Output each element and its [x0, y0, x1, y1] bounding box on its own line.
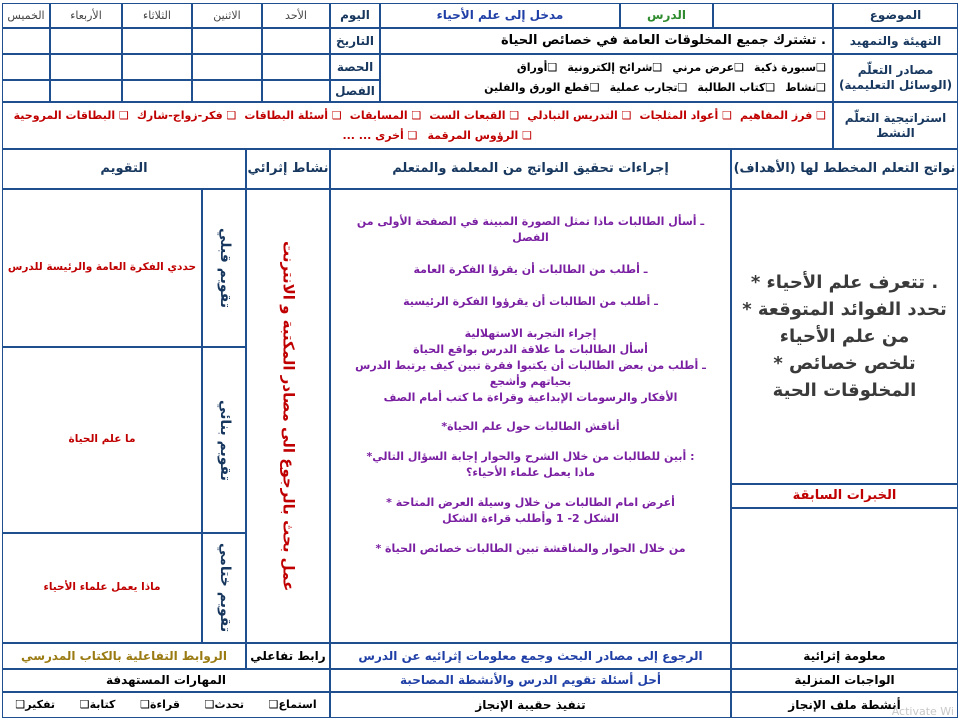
objective-item: * تلخص خصائص المخلوقات الحية	[772, 353, 917, 401]
resource-checkbox[interactable]: ❑عرض مرني	[672, 61, 745, 75]
strategies-list	[2, 102, 833, 149]
resource-checkbox[interactable]: ❑سبورة ذكية	[754, 61, 826, 75]
eval-text-pre: حددي الفكرة العامة والرئيسة للدرس	[2, 189, 202, 347]
prior-knowledge-label: الخبرات السابقة	[731, 484, 958, 508]
period-cell[interactable]	[122, 54, 192, 80]
enrichment-info-text: الرجوع إلى مصادر البحث وجمع معلومات إثرائيه عن الدرس	[330, 643, 731, 669]
resource-checkbox[interactable]: ❑نشاط	[785, 81, 826, 94]
procedure-step: الشكل 2- 1 وأطلب قراءة الشكل	[442, 512, 619, 526]
strategy-checkbox[interactable]: ❑ فكر-زواج-شارك	[136, 108, 237, 122]
procedure-step: * من خلال الحوار والمناقشة تبين الطالبات خصائص الحياة	[375, 542, 686, 556]
date-cell[interactable]	[192, 28, 262, 54]
resources-row-1	[511, 58, 832, 78]
lesson-title: مدخل إلى علم الأحياء	[380, 3, 620, 28]
objective-item: * تتعرف علم الأحياء .	[750, 272, 939, 293]
enrichment-text: عمل بحث بالرجوع الى مصادر المكتبة و الانترنت	[279, 240, 298, 592]
strategy-checkbox[interactable]: ❑ التدريس التبادلي	[527, 108, 632, 122]
activation-watermark: Activate Wi	[891, 705, 954, 718]
strategy-checkbox[interactable]: ❑ البطاقات المروحية	[13, 108, 129, 122]
strategy-checkbox[interactable]: ❑ أعواد المثلجات	[639, 108, 733, 122]
interactive-link-label: رابط تفاعلي	[246, 643, 330, 669]
intro-label: التهيئة والتمهيد	[833, 28, 958, 54]
intro-text: تشترك جميع المخلوقات العامة في خصائص الحياة .	[380, 28, 833, 54]
date-cell[interactable]	[262, 28, 330, 54]
procedure-step: ـ أطلب من الطالبات أن يقرؤا الفكرة العامة	[413, 262, 648, 276]
strategy-label: استراتيجية التعلّم النشط	[833, 102, 958, 149]
class-cell[interactable]	[122, 80, 192, 102]
portfolio-text: تنفيذ حقيبة الإنجاز	[330, 692, 731, 718]
procedure-step: ـ أطلب من الطالبات أن يقرؤوا الفكرة الرئيسية	[403, 294, 658, 308]
interactive-link-text[interactable]: الروابط التفاعلية بالكتاب المدرسي	[2, 643, 246, 669]
date-cell[interactable]	[122, 28, 192, 54]
skill-checkbox[interactable]: استماع❑	[268, 698, 317, 712]
skills-label: المهارات المستهدفة	[2, 669, 330, 692]
resource-checkbox[interactable]: ❑كتاب الطالبة	[697, 81, 776, 94]
day-label: اليوم	[330, 3, 380, 28]
eval-type-summative: تقويم ختامي	[202, 533, 246, 643]
enrichment-cell	[246, 189, 330, 643]
period-cell[interactable]	[262, 54, 330, 80]
period-cell[interactable]	[2, 54, 50, 80]
strategy-checkbox[interactable]: ❑ الرؤوس المرقمة	[427, 128, 532, 142]
procedure-step: ماذا يعمل علماء الأحياء؟	[465, 466, 596, 480]
strategies-row-1	[8, 106, 832, 126]
strategy-checkbox[interactable]: ❑ أخرى ... ...	[342, 128, 418, 142]
homework-text: أحل أسئلة تقويم الدرس والأنشطة المصاحبة	[330, 669, 731, 692]
topic-value[interactable]	[713, 3, 833, 28]
procedure-step: ـ أطلب من بعض الطالبات أن يكتبوا فقرة تبين كيف يرتبط الدرس بحياتهم وأشجع	[355, 358, 706, 388]
portfolio-label: أنشطة ملف الإنجاز	[731, 692, 958, 718]
period-label: الحصة	[330, 54, 380, 80]
resource-checkbox[interactable]: ❑قطع الورق والفلين	[484, 81, 600, 94]
col-evaluation-header: التقويم	[2, 149, 246, 189]
day-tuesday: الثلاثاء	[122, 3, 192, 28]
procedure-step: إجراء التجربة الاستهلالية	[464, 326, 597, 340]
strategy-checkbox[interactable]: ❑ المسابقات	[349, 108, 422, 122]
col-enrichment-header: نشاط إثرائي	[246, 149, 330, 189]
skills-list	[2, 692, 330, 718]
skill-checkbox[interactable]: تفكير❑	[15, 698, 56, 712]
topic-label: الموضوع	[833, 3, 958, 28]
enrichment-info-label: معلومة إثرائية	[731, 643, 958, 669]
procedure-step: الأفكار والرسومات الإبداعية وقراءة ما كتب أمام الصف	[383, 390, 678, 404]
date-cell[interactable]	[50, 28, 122, 54]
homework-label: الواجبات المنزلية	[731, 669, 958, 692]
objectives-cell	[731, 189, 958, 484]
procedure-step: ـ أسأل الطالبات ماذا تمثل الصورة المبينة في الصفحة الأولى من الفصل	[356, 215, 705, 244]
class-label: الفصل	[330, 80, 380, 102]
resource-checkbox[interactable]: ❑أوراق	[516, 61, 558, 75]
period-cell[interactable]	[50, 54, 122, 80]
class-cell[interactable]	[2, 80, 50, 102]
skill-checkbox[interactable]: تحدث❑	[204, 698, 244, 712]
lesson-label: الدرس	[620, 3, 713, 28]
eval-text-formative: ما علم الحياة	[2, 347, 202, 533]
day-wednesday: الأربعاء	[50, 3, 122, 28]
class-cell[interactable]	[262, 80, 330, 102]
eval-type-formative: تقويم بنائي	[202, 347, 246, 533]
prior-knowledge-value[interactable]	[731, 508, 958, 643]
procedure-step: أسأل الطالبات ما علاقة الدرس بواقع الحياة	[413, 342, 648, 356]
eval-text-summative: ماذا يعمل علماء الأحياء	[2, 533, 202, 643]
col-outcomes-header: نواتج التعلم المخطط لها (الأهداف)	[731, 149, 958, 189]
resource-checkbox[interactable]: ❑شرائح إلكترونية	[567, 61, 663, 75]
eval-type-pre: تقويم قبلي	[202, 189, 246, 347]
skill-checkbox[interactable]: كتابة❑	[79, 698, 116, 712]
period-cell[interactable]	[192, 54, 262, 80]
objective-item: * تحدد الفوائد المتوقعة من علم الأحياء	[742, 299, 947, 347]
strategy-checkbox[interactable]: ❑ فرز المفاهيم	[740, 108, 826, 122]
date-label: التاريخ	[330, 28, 380, 54]
class-cell[interactable]	[50, 80, 122, 102]
strategies-row-2	[336, 126, 832, 146]
strategy-checkbox[interactable]: ❑ القبعات الست	[429, 108, 520, 122]
date-cell[interactable]	[2, 28, 50, 54]
resources-row-2	[478, 78, 832, 98]
day-monday: الاثنين	[192, 3, 262, 28]
procedure-step: *أناقش الطالبات حول علم الحياة	[441, 420, 620, 434]
col-procedures-header: إجراءات تحقيق النواتج من المعلمة والمتعلم	[330, 149, 731, 189]
day-sunday: الأحد	[262, 3, 330, 28]
procedure-step: * أعرض امام الطالبات من خلال وسيلة العرض المتاحة	[386, 496, 675, 510]
procedures-cell	[330, 189, 731, 643]
skill-checkbox[interactable]: قراءة❑	[140, 698, 180, 712]
resources-label: مصادر التعلّم (الوسائل التعليمية)	[833, 54, 958, 102]
procedure-step: *أبين للطالبات من خلال الشرح والحوار إجابة السؤال التالي :	[366, 450, 695, 464]
strategy-checkbox[interactable]: ❑ أسئلة البطاقات	[244, 108, 342, 122]
class-cell[interactable]	[192, 80, 262, 102]
resource-checkbox[interactable]: ❑تجارب عملية	[609, 81, 688, 94]
day-thursday: الخميس	[2, 3, 50, 28]
resources-list	[380, 54, 833, 102]
